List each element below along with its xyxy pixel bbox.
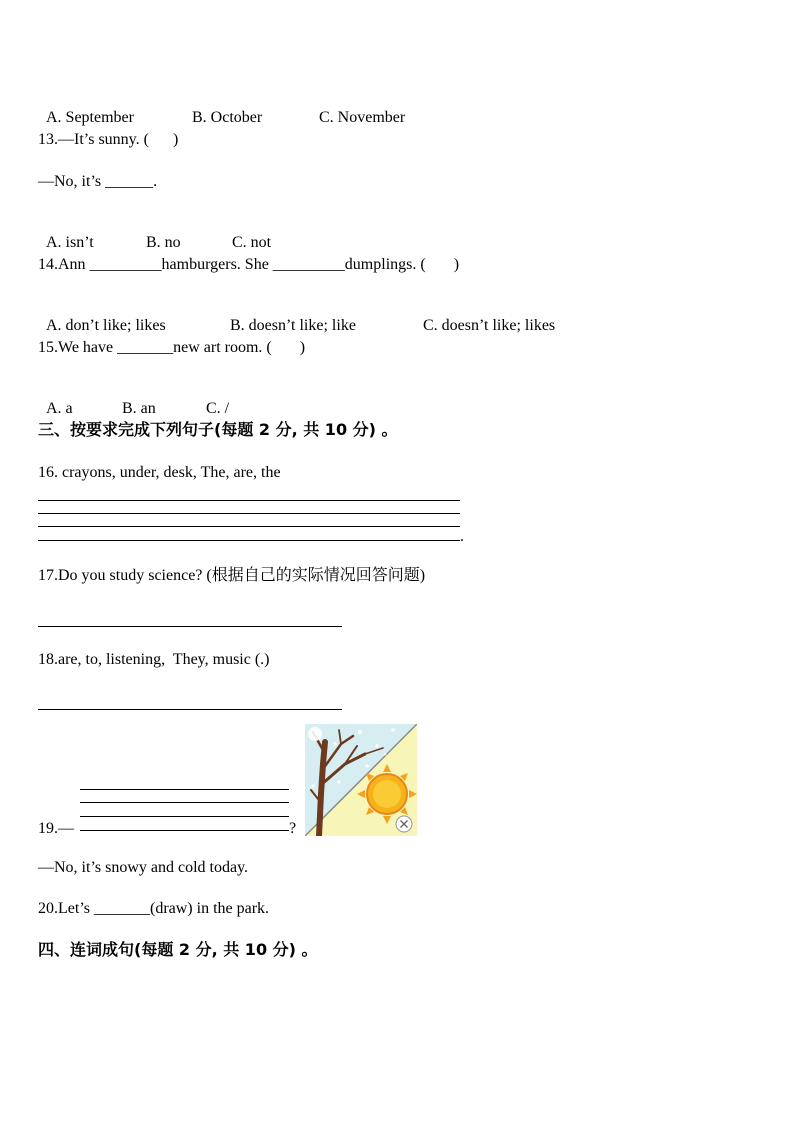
winter-summer-illustration [305,724,417,836]
q12-options [38,88,405,128]
q19-answer-line-3[interactable] [80,816,289,817]
q16-answer-line-2[interactable] [38,513,460,514]
q16-answer-line-4[interactable] [38,540,460,541]
q14-options [38,296,555,336]
q19-answer-line-4[interactable] [80,830,289,831]
q13-option-b: B. no [146,234,181,251]
q18-stem: 18.are, to, listening, They, music (.) [38,651,270,668]
q19-prefix: 19.— [38,820,74,837]
q15-stem: 15.We have _______new art room. ( ) [38,339,306,356]
q16-answer-line-3[interactable] [38,526,460,527]
q12-option-b: B. October [192,109,263,126]
winter-summer-picture [305,724,417,836]
q14-option-a: A. don’t like; likes [46,317,166,334]
q15-option-a: A. a [46,400,73,417]
q19-reply: —No, it’s snowy and cold today. [38,859,249,876]
q13-option-a: A. isn’t [46,234,94,251]
q16-end-mark: . [460,528,464,545]
close-icon[interactable] [396,816,412,832]
q16-answer-line-1[interactable] [38,500,460,501]
q13-options [38,213,271,253]
section-4-heading: 四、连词成句(每题 2 分, 共 10 分) 。 [38,940,318,959]
q13-reply: —No, it’s ______. [38,173,158,190]
q12-option-a: A. September [46,109,134,126]
q12-option-c: C. November [319,109,406,126]
q17-stem: 17.Do you study science? (根据自己的实际情况回答问题) [38,567,426,584]
q17-answer-line[interactable] [38,626,342,627]
q14-option-c: C. doesn’t like; likes [423,317,556,334]
q15-option-c: C. / [206,400,230,417]
q16-stem: 16. crayons, under, desk, The, are, the [38,464,281,481]
q19-suffix: ? [289,820,297,837]
q15-option-b: B. an [122,400,156,417]
q18-answer-line[interactable] [38,709,342,710]
section-3-heading: 三、按要求完成下列句子(每题 2 分, 共 10 分) 。 [38,420,398,439]
q14-option-b: B. doesn’t like; like [230,317,356,334]
sun-icon [357,764,417,824]
snow-clump [308,727,322,741]
q19-answer-line-1[interactable] [80,789,289,790]
q14-stem: 14.Ann _________hamburgers. She _________dumplings. ( ) [38,256,460,273]
q19-answer-line-2[interactable] [80,802,289,803]
q15-options [38,379,229,419]
q13-stem: 13.—It’s sunny. ( ) [38,131,179,148]
q20-stem: 20.Let’s _______(draw) in the park. [38,900,270,917]
q13-option-c: C. not [232,234,272,251]
